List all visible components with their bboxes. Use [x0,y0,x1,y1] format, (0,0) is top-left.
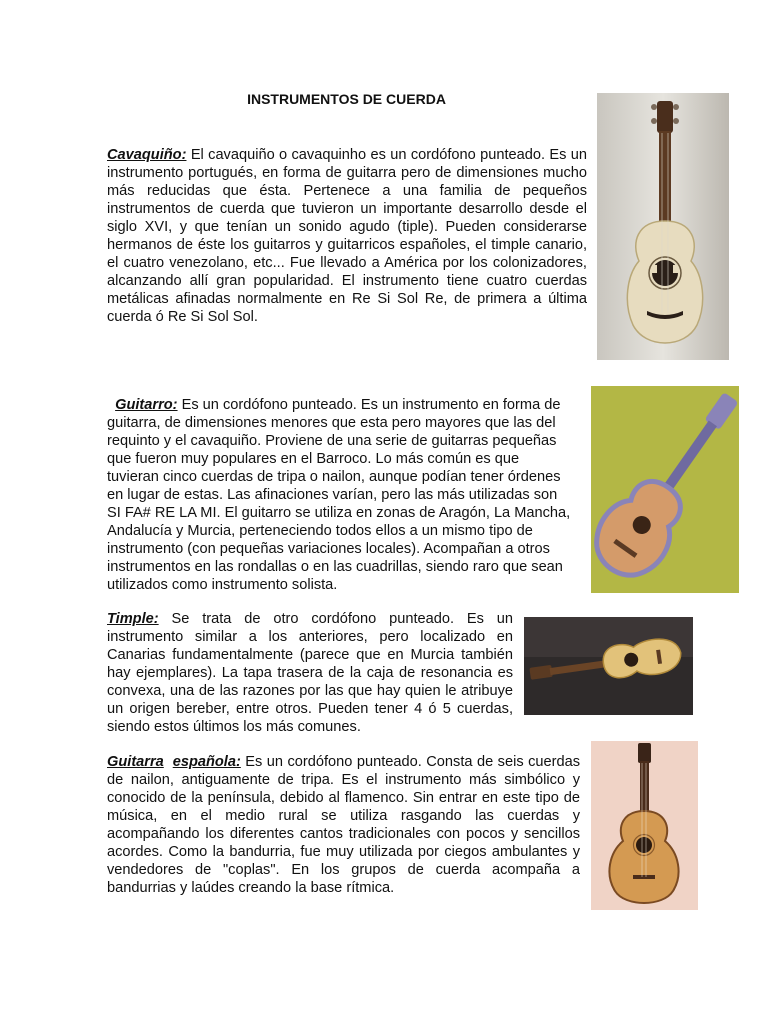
timple-paragraph [107,610,513,736]
timple-photo [524,617,693,715]
spanish-guitar-photo [591,741,698,910]
cavaquino-text: El cavaquiño o cavaquinho es un cordófono punteado. Es un instrumento portugués, en forma de guitarra pero de dimensiones mucho más reducidas que ésta. Pertenece a una familia de pequeños instrumentos de cuerda que tuvieron un importante desarrollo desde el siglo XVI, y que tenían un sonido agudo (tiple). Pueden considerarse hermanos de éste los guitarros y guitarricos españoles, el timple canario, el cuatro venezolano, etc... Fue llevado a América por los colonizadores, alcanzando allí gran popularidad. El instrumento tiene cuatro cuerdas metálicas afinadas normalmente en Re Si Sol Re, de primera a última cuerda ó Re Si Sol Sol. [107,147,587,325]
timple-term: Timple: [107,611,159,627]
spanish-guitar-term-1: Guitarra [107,754,164,770]
guitarro-paragraph [107,396,575,594]
guitarro-text: Es un cordófono punteado. Es un instrumento en forma de guitarra, de dimensiones menores que esta pero mayores que las del requinto y el cavaquiño. Proviene de una serie de guitarras pequeñas que fueron muy populares en el Barroco. Lo más común es que tuvieran cinco cuerdas de tripa o nailon, aunque podían tener órdenes en lugar de estas. Las afinaciones varían, pero las más utilizadas son SI FA# RE LA MI. El guitarro se utiliza en zonas de Aragón, La Mancha, Andalucía y Murcia, perteneciendo todos ellos a un mismo tipo de instrumento (con pequeñas variaciones locales). Acompañan a otros instrumentos en las rondallas o en las cuadrillas, siendo raro que sean utilizados como instrumento solista. [107,397,571,593]
spanish-guitar-text: Es un cordófono punteado. Consta de seis cuerdas de nailon, antiguamente de tripa. Es el instrumento más simbólico y conocido de la península, debido al flamenco. Sin entrar en este tipo de música, en el medio rural se utiliza rasgando las cuerdas y acompañando los diferentes cantos tradicionales con pocos y sencillos acordes. Como la bandurria, fue muy utilizada por ciegos ambulantes y vendedores de "coplas". En los grupos de cuerda acompaña a bandurrias y laúdes creando la base rítmica. [107,754,580,896]
page-title: INSTRUMENTOS DE CUERDA [247,91,446,107]
guitarro-photo [591,386,739,593]
timple-text: Se trata de otro cordófono punteado. Es un instrumento similar a los anteriores, pero localizado en Canarias fundamentalmente (parece que en Murcia también hay ejemplares). La tapa trasera de la caja de resonancia es convexa, una de las razones por las que hay quien le atribuye un origen bereber, entre otros. Pueden tener 4 ó 5 cuerdas, siendo estos últimos los más comunes. [107,611,513,735]
guitarro-term: Guitarro: [115,397,178,413]
spanish-guitar-term-2: española: [172,754,241,770]
cavaquino-term: Cavaquiño: [107,147,187,163]
cavaquino-paragraph [107,146,587,326]
cavaquinho-photo [597,93,729,360]
spanish-guitar-paragraph [107,753,580,897]
